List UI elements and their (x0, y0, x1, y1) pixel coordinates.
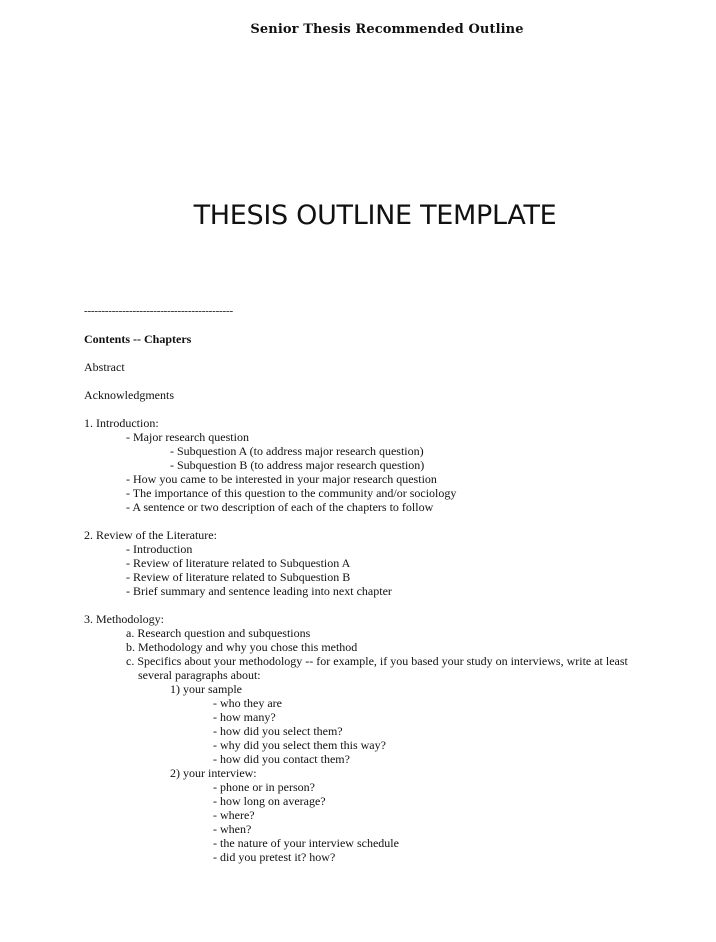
intro-sentence: - A sentence or two description of each of the chapters to follow (126, 500, 434, 514)
intro-title: 1. Introduction: (84, 416, 159, 430)
sample-item: - how did you select them? (213, 724, 343, 738)
intro-how-came: - How you came to be interested in your major research question (126, 472, 437, 486)
intro-subquestion-a: - Subquestion A (to address major research question) (170, 444, 424, 458)
methodology-item-a: a. Research question and subquestions (126, 626, 311, 640)
intro-subquestion-b: - Subquestion B (to address major research question) (170, 458, 425, 472)
sample-item: - who they are (213, 696, 282, 710)
interview-item: - how long on average? (213, 794, 326, 808)
sample-item: - why did you select them this way? (213, 738, 386, 752)
methodology-item-c: c. Specifics about your methodology -- for example, if you based your study on interviews, write at least (126, 654, 628, 668)
contents-section (84, 332, 628, 864)
intro-major-question: - Major research question (126, 430, 249, 444)
review-literature-a: - Review of literature related to Subquestion A (126, 556, 351, 570)
review-introduction: - Introduction (126, 542, 193, 556)
document-header-title: Senior Thesis Recommended Outline (250, 22, 524, 37)
sample-item: - how many? (213, 710, 276, 724)
review-title: 2. Review of the Literature: (84, 528, 217, 542)
interview-item: - the nature of your interview schedule (213, 836, 399, 850)
interview-item: - phone or in person? (213, 780, 315, 794)
interview-title: 2) your interview: (170, 766, 257, 780)
divider-line: ------------------------------------------- (84, 305, 233, 317)
interview-item: - when? (213, 822, 252, 836)
contents-acknowledgments: Acknowledgments (84, 388, 174, 402)
page-title: THESIS OUTLINE TEMPLATE (193, 200, 557, 231)
sample-title: 1) your sample (170, 682, 242, 696)
interview-item: - where? (213, 808, 255, 822)
methodology-item-b: b. Methodology and why you chose this method (126, 640, 358, 654)
methodology-title: 3. Methodology: (84, 612, 164, 626)
contents-abstract: Abstract (84, 360, 125, 374)
methodology-item-c-continued: several paragraphs about: (138, 668, 261, 682)
review-literature-b: - Review of literature related to Subquestion B (126, 570, 351, 584)
interview-item: - did you pretest it? how? (213, 850, 336, 864)
intro-importance: - The importance of this question to the community and/or sociology (126, 486, 457, 500)
review-summary: - Brief summary and sentence leading into next chapter (126, 584, 392, 598)
contents-heading: Contents -- Chapters (84, 332, 192, 346)
sample-item: - how did you contact them? (213, 752, 350, 766)
